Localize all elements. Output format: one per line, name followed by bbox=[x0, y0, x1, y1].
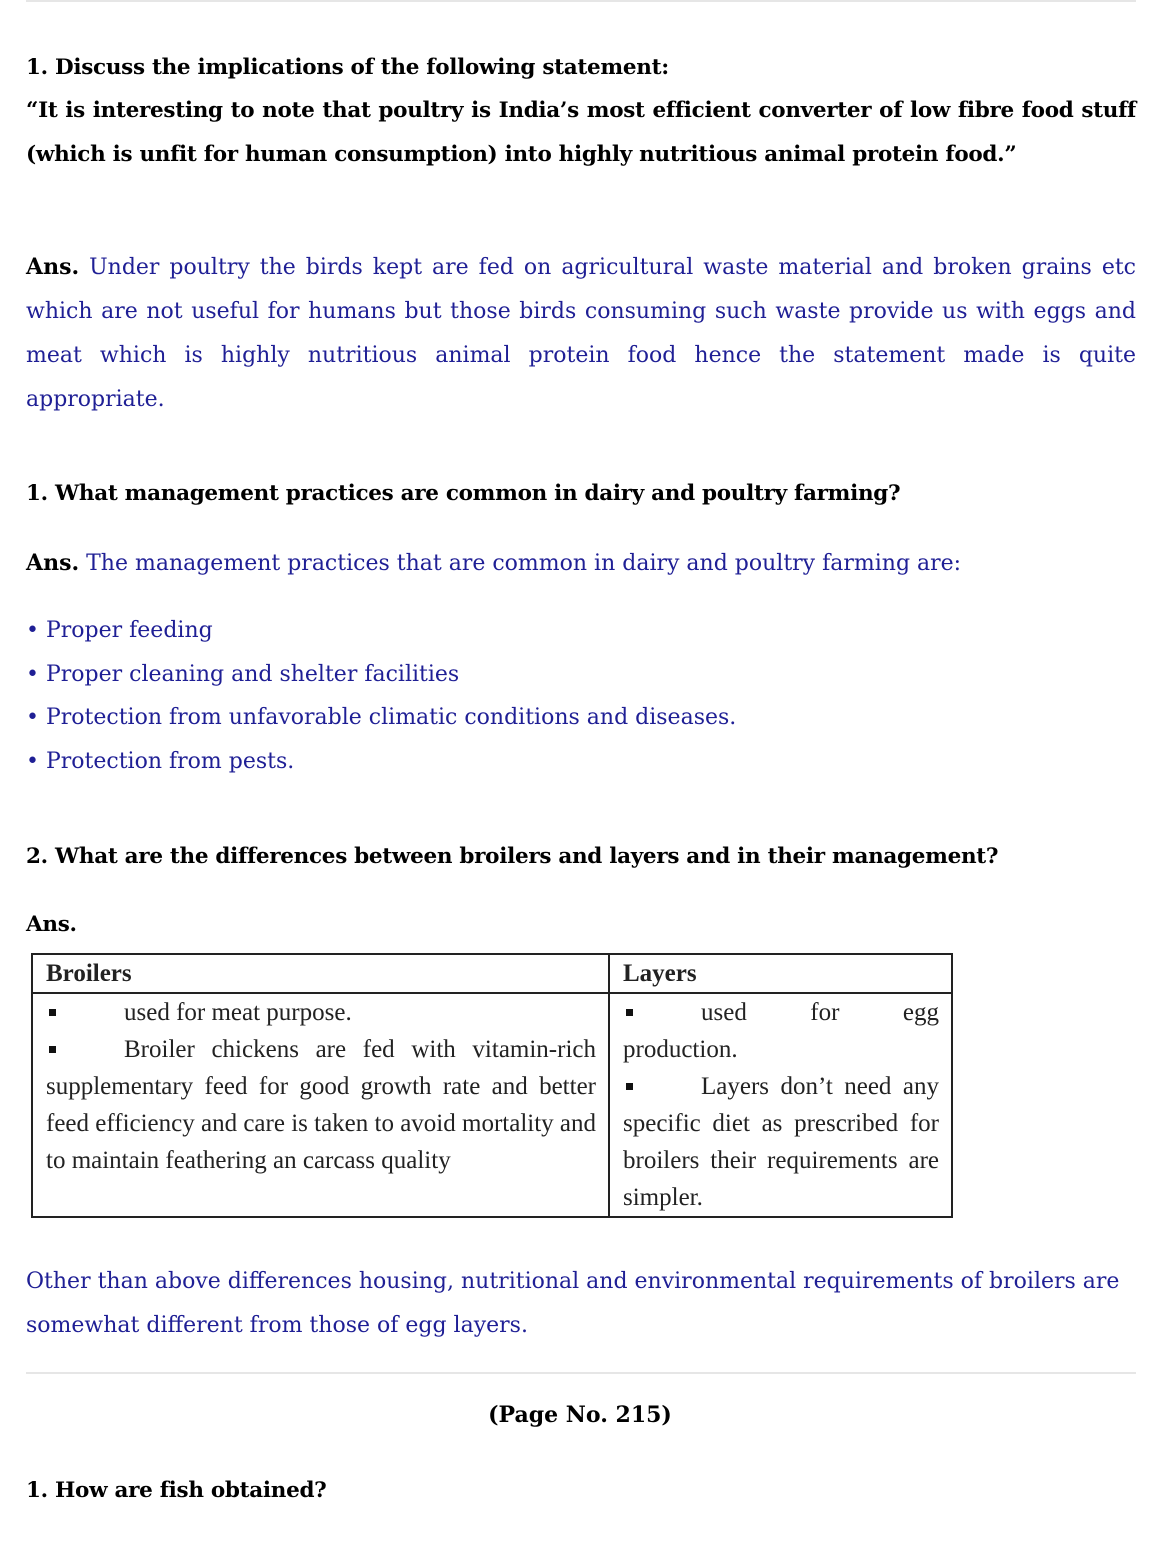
broilers-point-2 bbox=[46, 1031, 596, 1179]
square-bullet-icon bbox=[626, 1083, 633, 1090]
list-item: • Proper cleaning and shelter facilities bbox=[26, 661, 460, 687]
list-item: • Proper feeding bbox=[26, 618, 213, 643]
layers-point-2 bbox=[623, 1068, 939, 1216]
page-number: (Page No. 215) bbox=[488, 1402, 672, 1428]
question-1-quote: “It is interesting to note that poultry is India’s most efficient converter of low fibre food stuff (which is unfit for human consumption) into highly nutritious animal protein food.” bbox=[26, 98, 1136, 167]
question-1-heading: 1. Discuss the implications of the following statement: bbox=[26, 55, 669, 80]
list-item: • Protection from pests. bbox=[26, 749, 295, 775]
layers-point-2-text: Layers don’t need any specific diet as prescribed for broilers their requirements are simpler. bbox=[623, 1073, 939, 1211]
broilers-point-1 bbox=[46, 994, 596, 1031]
question-3-heading: 2. What are the differences between broilers and layers and in their management? bbox=[26, 844, 999, 869]
table-row bbox=[32, 993, 952, 1217]
answer-3-note: Other than above differences housing, nutritional and environmental requirements of broilers are somewhat different from those of egg layers. bbox=[26, 1269, 1120, 1338]
question-4-heading: 1. How are fish obtained? bbox=[26, 1478, 327, 1503]
question-2-heading: 1. What management practices are common in dairy and poultry farming? bbox=[26, 481, 901, 506]
square-bullet-icon bbox=[626, 1009, 633, 1016]
answer-label: Ans. bbox=[26, 550, 80, 576]
answer-label: Ans. bbox=[26, 254, 80, 280]
square-bullet-icon bbox=[49, 1046, 56, 1053]
layers-point-1-text: used for egg production. bbox=[623, 999, 939, 1063]
layers-point-1 bbox=[623, 994, 939, 1068]
table-header-row bbox=[32, 954, 952, 993]
broilers-cell bbox=[32, 993, 609, 1217]
section-divider bbox=[26, 1372, 1136, 1374]
answer-2 bbox=[26, 541, 1136, 586]
table-header-layers: Layers bbox=[609, 954, 952, 993]
square-bullet-icon bbox=[49, 1009, 56, 1016]
answer-2-text: The management practices that are common in dairy and poultry farming are: bbox=[86, 551, 962, 576]
broilers-point-2-text: Broiler chickens are fed with vitamin-rich supplementary feed for good growth rate and better feed efficiency and care is taken to avoid mortality and to maintain feathering an carcass quality bbox=[46, 1036, 596, 1174]
list-item: • Protection from unfavorable climatic conditions and diseases. bbox=[26, 705, 737, 731]
answer-3-label: Ans. bbox=[26, 912, 77, 937]
practices-list bbox=[26, 609, 1136, 784]
table-header-broilers: Broilers bbox=[32, 954, 609, 993]
broilers-point-1-text: used for meat purpose. bbox=[124, 999, 352, 1026]
answer-1-text: Under poultry the birds kept are fed on agricultural waste material and broken grains etc which are not useful for humans but those birds consuming such waste provide us with eggs and meat which is highly nutritious animal protein food hence the statement made is quite appropriate. bbox=[26, 255, 1136, 412]
broilers-layers-table bbox=[31, 953, 953, 1218]
top-divider bbox=[26, 0, 1136, 2]
answer-1 bbox=[26, 245, 1136, 422]
layers-cell bbox=[609, 993, 952, 1217]
